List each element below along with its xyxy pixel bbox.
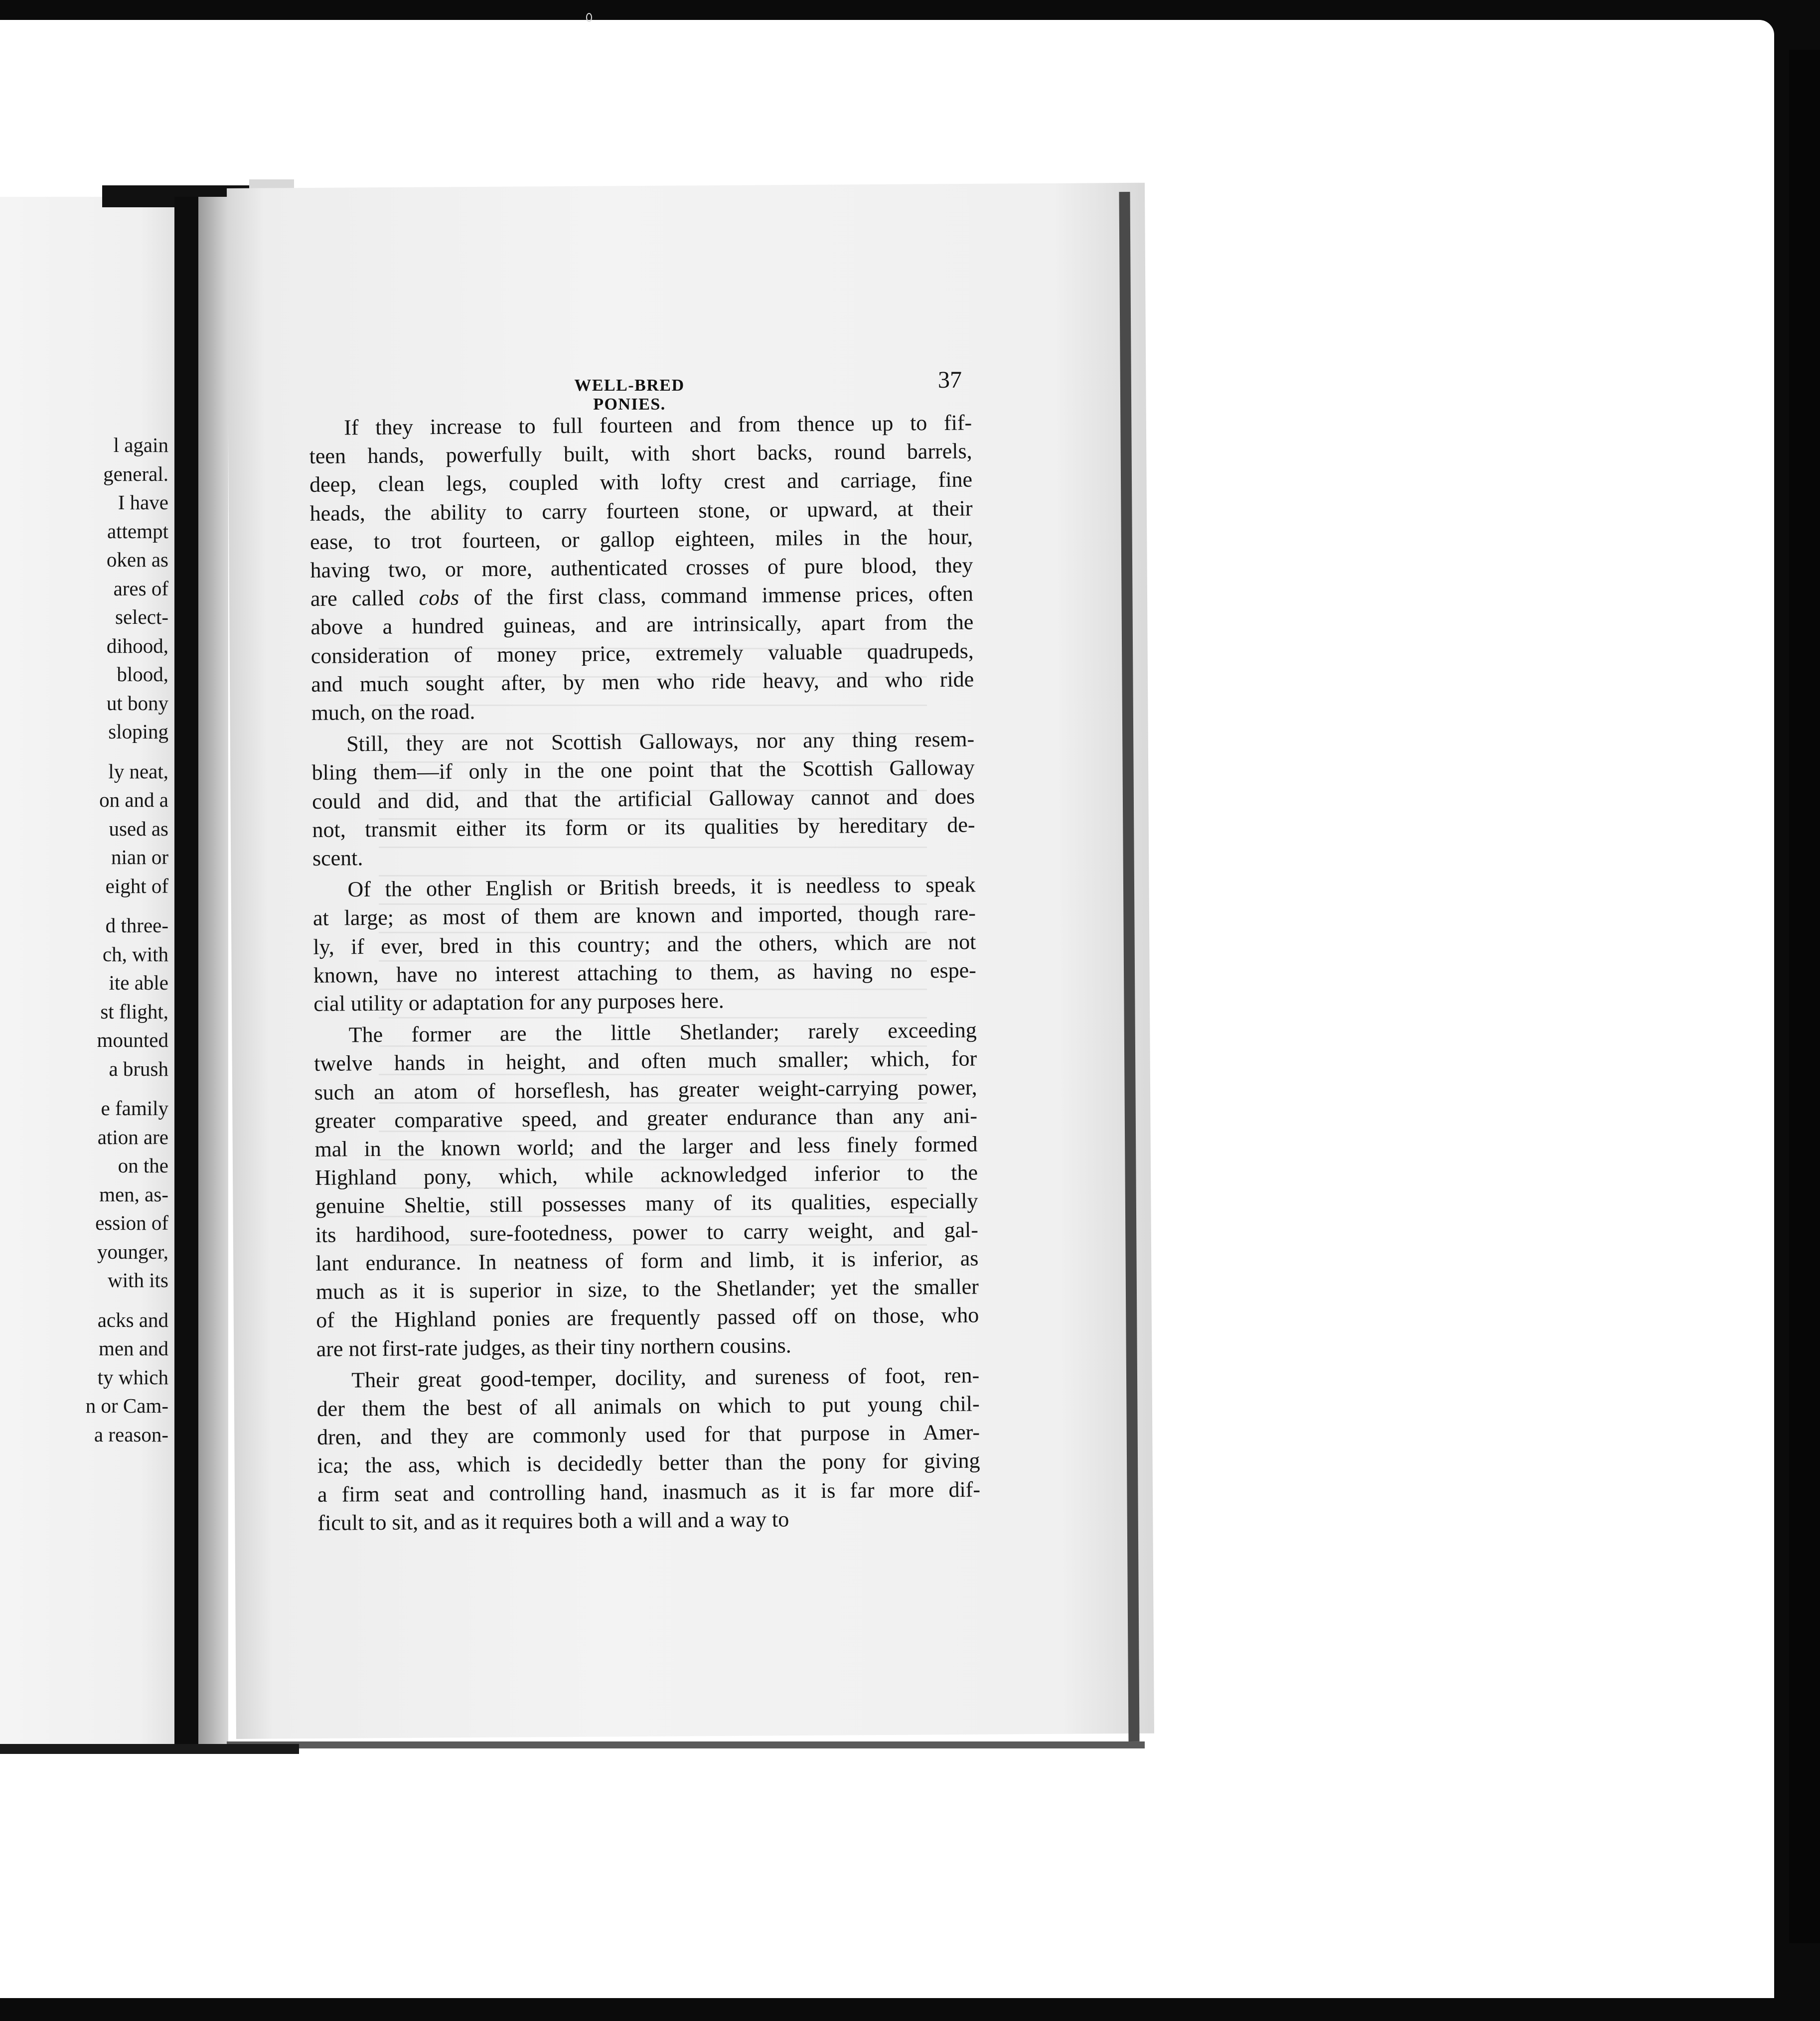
left-page-line: mounted (97, 1028, 168, 1051)
text-line: its hardihood, sure-footedness, power to carry weight, and gal- (315, 1217, 979, 1247)
text-line: mal in the known world; and the larger and less finely formed (314, 1132, 978, 1162)
left-page-line: I have (118, 491, 168, 514)
text-line: could and did, and that the artificial Galloway cannot and does (311, 784, 975, 814)
left-page-line: acks and (97, 1308, 168, 1331)
text-line: bling them—if only in the one point that the Scottish Galloway (311, 755, 975, 785)
scan-border-bottom (0, 1998, 1820, 2021)
text-line: are called cobs of the first class, command immense prices, often (310, 581, 974, 611)
text-line: ly, if ever, bred in this country; and the others, which are not (313, 929, 976, 959)
text-line: such an atom of horseflesh, has greater weight-carrying power, (314, 1075, 977, 1105)
left-page-line: attempt (107, 519, 168, 543)
left-page-line: ession of (95, 1211, 168, 1234)
gutter-shadow (198, 197, 228, 1746)
text-line: scent. (312, 846, 363, 871)
running-head: WELL-BRED PONIES. (574, 376, 685, 414)
left-page-line: ch, with (102, 942, 168, 966)
text-line: known, have no interest attaching to them, as having no espe- (313, 958, 977, 988)
left-page-line: dihood, (106, 634, 168, 657)
left-page-line: ite able (109, 971, 168, 994)
text-line: a firm seat and controlling hand, inasmuch as it is far more dif- (317, 1477, 981, 1507)
left-page-line: ation are (97, 1125, 168, 1149)
left-page-line: blood, (117, 663, 168, 686)
left-page-line: used as (109, 817, 168, 840)
left-page-line: st flight, (100, 1000, 168, 1023)
left-page-line: l again (113, 433, 168, 456)
text-line: much, on the road. (311, 699, 475, 725)
text-line: deep, clean legs, coupled with lofty crest and carriage, fine (309, 467, 973, 497)
left-page-line: d three- (105, 914, 168, 937)
left-page-line: nian or (111, 846, 168, 868)
text-line: Of the other English or British breeds, it is needless to speak (347, 872, 976, 902)
text-line: Their great good-temper, docility, and sureness of foot, ren- (351, 1363, 980, 1393)
left-page-line: ares of (113, 577, 168, 600)
left-page-line: a reason- (94, 1423, 168, 1446)
left-page-line: on and a (99, 788, 168, 811)
text-line: lant endurance. In neatness of form and limb, it is inferior, as (315, 1246, 979, 1276)
left-page-line: oken as (106, 548, 168, 571)
text-line: The former are the little Shetlander; rarely exceeding (348, 1017, 977, 1047)
text-line: If they increase to full fourteen and from thence up to fif- (344, 410, 972, 440)
left-page-line: select- (115, 605, 168, 628)
text-line: teen hands, powerfully built, with short backs, round barrels, (309, 438, 972, 469)
page-edge-bottom (227, 1741, 1145, 1748)
text-line: of the Highland ponies are frequently passed off on those, who (316, 1302, 979, 1333)
left-page-line: general. (103, 462, 168, 485)
text-line: at large; as most of them are known and imported, though rare- (312, 900, 976, 931)
page-number: 37 (938, 367, 962, 393)
text-line: heads, the ability to carry fourteen stone, or upward, at their (309, 496, 973, 526)
scan-border-right (1789, 50, 1820, 1943)
film-mark (586, 13, 592, 22)
text-line: above a hundred guineas, and are intrinsically, apart from the (310, 609, 974, 640)
text-line: twelve hands in height, and often much smaller; which, for (314, 1046, 977, 1076)
left-page-line: eight of (105, 874, 168, 897)
text-line: and much sought after, by men who ride heavy, and who ride (311, 667, 974, 697)
text-line: ease, to trot fourteen, or gallop eighteen, miles in the hour, (309, 524, 973, 554)
left-page (0, 197, 174, 1746)
text-line: Highland pony, which, while acknowledged inferior to the (314, 1160, 978, 1190)
text-line: consideration of money price, extremely valuable quadrupeds, (310, 638, 974, 668)
text-line: having two, or more, authenticated crosses of pure blood, they (310, 553, 973, 583)
text-line: dren, and they are commonly used for that purpose in Amer- (316, 1420, 980, 1450)
left-page-line: sloping (108, 720, 168, 743)
text-line: genuine Sheltie, still possesses many of its qualities, especially (315, 1188, 978, 1219)
text-line: Still, they are not Scottish Galloways, nor any thing resem- (346, 726, 975, 756)
left-page-line: ut bony (106, 691, 168, 715)
left-page-line: e family (101, 1097, 168, 1120)
text-line: greater comparative speed, and greater endurance than any ani- (314, 1103, 978, 1133)
text-line: cial utility or adaptation for any purposes here. (313, 988, 725, 1016)
left-page-line: men and (98, 1337, 168, 1360)
text-line: der them the best of all animals on which to put young chil- (316, 1391, 980, 1421)
left-page-line: a brush (109, 1057, 168, 1080)
left-page-line: men, as- (99, 1182, 168, 1206)
left-page-line: on the (118, 1154, 168, 1177)
page-body-text (309, 409, 981, 1537)
binding-bottom (0, 1744, 299, 1754)
left-page-line: with its (108, 1269, 168, 1292)
italic-term: cobs (419, 585, 459, 610)
book-spine (174, 197, 198, 1746)
text-line: ficult to sit, and as it requires both a will and a way to (317, 1507, 789, 1535)
text-line-tail: of the first class, command immense prices, often (458, 581, 974, 610)
text-line: are not first-rate judges, as their tiny northern cousins. (316, 1332, 791, 1361)
text-line: ica; the ass, which is decidedly better than the pony for giving (317, 1448, 980, 1478)
left-page-line: younger, (97, 1240, 168, 1263)
left-page-line: n or Cam- (85, 1394, 168, 1417)
left-page-text (0, 431, 168, 1449)
text-line: not, transmit either its form or its qualities by hereditary de- (312, 812, 975, 842)
text-line: much as it is superior in size, to the Shetlander; yet the smaller (315, 1274, 979, 1304)
left-page-line: ly neat, (108, 759, 168, 783)
left-page-line: ty which (97, 1365, 168, 1389)
